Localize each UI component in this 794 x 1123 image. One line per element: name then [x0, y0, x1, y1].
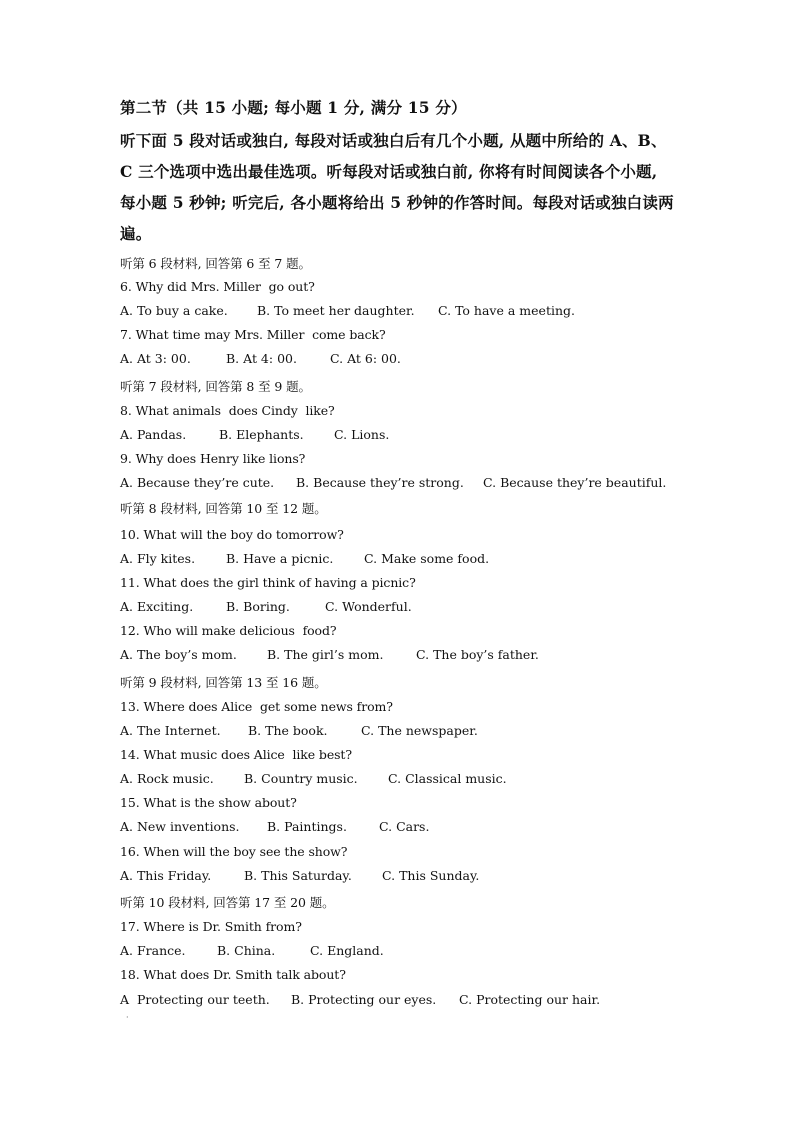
option-a: A. This Friday. [120, 868, 212, 883]
option-c: C. Because they’re beautiful. [483, 475, 667, 490]
option-c: C. Protecting our hair. [459, 992, 601, 1007]
option-a: A. New inventions. [120, 819, 240, 834]
group-header: 听第 10 段材料, 回答第 17 至 20 题。 [120, 895, 335, 910]
question-stem: 7. What time may Mrs. Miller come back? [120, 327, 386, 342]
option-a: A. The boy’s mom. [120, 647, 237, 662]
option-c: C. Lions. [334, 427, 390, 442]
section-title: 第二节（共 15 小题; 每小题 1 分, 满分 15 分） [120, 98, 467, 117]
question-stem: 15. What is the show about? [120, 795, 297, 810]
option-a: A. Because they’re cute. [120, 475, 275, 490]
option-c: C. England. [310, 943, 384, 958]
question-stem: 18. What does Dr. Smith talk about? [120, 967, 346, 982]
option-b: B. Because they’re strong. [296, 475, 464, 490]
option-c: C. To have a meeting. [438, 303, 575, 318]
option-c: C. This Sunday. [382, 868, 480, 883]
option-b: B. The girl’s mom. [267, 647, 384, 662]
option-a: A. At 3: 00. [120, 351, 191, 366]
option-a: A. To buy a cake. [120, 303, 228, 318]
option-b: B. Protecting our eyes. [291, 992, 437, 1007]
option-c: C. Classical music. [388, 771, 507, 786]
question-stem: 10. What will the boy do tomorrow? [120, 527, 344, 542]
option-b: B. The book. [248, 723, 328, 738]
question-stem: 6. Why did Mrs. Miller go out? [120, 279, 315, 294]
group-header: 听第 9 段材料, 回答第 13 至 16 题。 [120, 675, 327, 690]
question-stem: 17. Where is Dr. Smith from? [120, 919, 302, 934]
question-stem: 12. Who will make delicious food? [120, 623, 337, 638]
option-a: A. Pandas. [120, 427, 187, 442]
question-stem: 14. What music does Alice like best? [120, 747, 352, 762]
option-b: B. Country music. [244, 771, 358, 786]
group-header: 听第 8 段材料, 回答第 10 至 12 题。 [120, 501, 327, 516]
group-header: 听第 7 段材料, 回答第 8 至 9 题。 [120, 379, 311, 394]
option-a: A Protecting our teeth. [120, 992, 270, 1007]
instruction-line: C 三个选项中选出最佳选项。听每段对话或独白前, 你将有时间阅读各个小题, [120, 162, 658, 181]
option-b: B. This Saturday. [244, 868, 352, 883]
group-header: 听第 6 段材料, 回答第 6 至 7 题。 [120, 256, 311, 271]
option-b: B. Elephants. [219, 427, 304, 442]
option-b: B. At 4: 00. [226, 351, 297, 366]
instruction-line: 遍。 [120, 224, 152, 243]
question-stem: 13. Where does Alice get some news from? [120, 699, 393, 714]
option-b: B. Paintings. [267, 819, 347, 834]
question-stem: 8. What animals does Cindy like? [120, 403, 335, 418]
option-c: C. Cars. [379, 819, 430, 834]
option-b: B. To meet her daughter. [257, 303, 415, 318]
option-c: C. The boy’s father. [416, 647, 539, 662]
option-a: A. Exciting. [120, 599, 194, 614]
option-b: B. Boring. [226, 599, 290, 614]
option-c: C. The newspaper. [361, 723, 478, 738]
option-a: A. The Internet. [120, 723, 221, 738]
option-b: B. Have a picnic. [226, 551, 334, 566]
question-stem: 16. When will the boy see the show? [120, 844, 348, 859]
instruction-line: 听下面 5 段对话或独白, 每段对话或独白后有几个小题, 从题中所给的 A、B、 [120, 131, 667, 150]
question-stem: 11. What does the girl think of having a picnic? [120, 575, 416, 590]
scan-dot-mark: · [126, 1013, 129, 1022]
option-a: A. Fly kites. [120, 551, 196, 566]
option-c: C. Wonderful. [325, 599, 412, 614]
option-c: C. Make some food. [364, 551, 490, 566]
option-a: A. France. [120, 943, 186, 958]
option-a: A. Rock music. [120, 771, 214, 786]
instruction-line: 每小题 5 秒钟; 听完后, 各小题将给出 5 秒钟的作答时间。每段对话或独白读两 [120, 193, 674, 212]
option-c: C. At 6: 00. [330, 351, 401, 366]
option-b: B. China. [217, 943, 276, 958]
question-stem: 9. Why does Henry like lions? [120, 451, 306, 466]
